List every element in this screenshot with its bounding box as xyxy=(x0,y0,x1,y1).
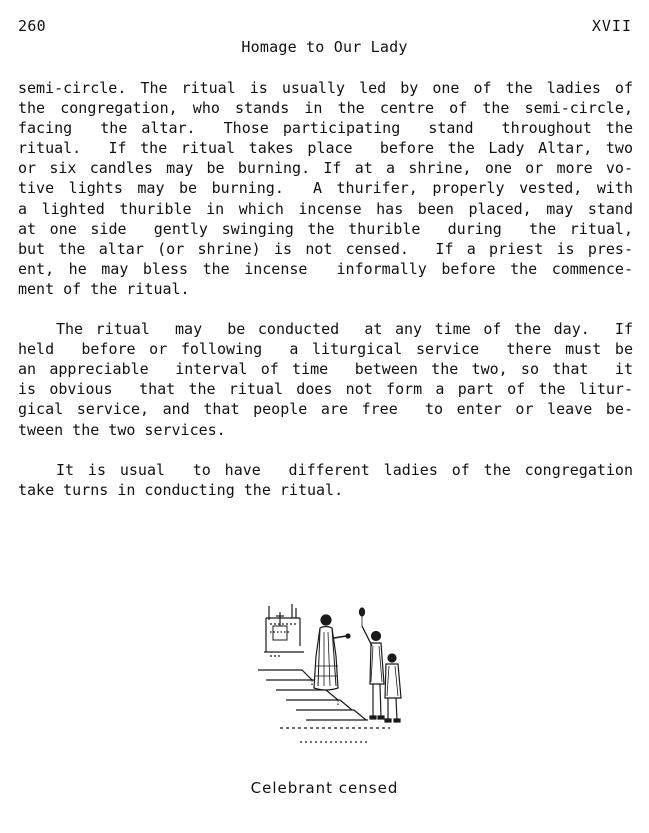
text-line: It is usual to have different ladies of the congregation xyxy=(56,460,633,479)
text-line: ment of the ritual. xyxy=(18,279,190,298)
text-line: ent, he may bless the incense informally before the commence- xyxy=(18,259,633,278)
paragraph-1 xyxy=(18,78,633,299)
text-line: a lighted thurible in which incense has been placed, may stand xyxy=(18,199,633,218)
text-line: ritual. If the ritual takes place before the Lady Altar, two xyxy=(18,139,633,158)
text-line: is obvious that the ritual does not form a part of the litur- xyxy=(18,380,633,399)
text-line: the congregation, who stands in the centre of the semi-circle, xyxy=(18,99,633,118)
text-line: an appreciable interval of time between the two, so that it xyxy=(18,360,633,379)
illustration-caption: Celebrant censed xyxy=(250,779,399,797)
thurifer-figure xyxy=(360,608,385,719)
text-line: held before or following a liturgical service there must be xyxy=(18,340,633,359)
altar-drawing xyxy=(264,604,304,656)
text-line: tween the two services. xyxy=(18,420,226,439)
text-line: gical service, and that people are free to enter or leave be- xyxy=(18,400,633,419)
text-line: but the altar (or shrine) is not censed. If a priest is pres- xyxy=(18,239,633,258)
page-number: 260 xyxy=(18,17,46,35)
paragraph-3 xyxy=(18,460,633,500)
running-title: Homage to Our Lady xyxy=(241,38,408,56)
text-line: semi-circle. The ritual is usually led by one of the ladies of xyxy=(18,79,633,97)
body-text xyxy=(18,78,633,520)
text-line: at one side gently swinging the thurible during the ritual, xyxy=(18,219,633,238)
text-line: facing the altar. Those participating stand throughout the xyxy=(18,119,633,138)
chapter-number: XVII xyxy=(591,17,632,35)
server-figure xyxy=(385,654,401,722)
text-line: tive lights may be burning. A thurifer, properly vested, with xyxy=(18,179,633,198)
text-line: take turns in conducting the ritual. xyxy=(18,480,344,499)
paragraph-2 xyxy=(18,319,633,440)
celebrant-figure xyxy=(314,615,350,690)
celebrant-censing-illustration xyxy=(240,596,415,756)
text-line: or six candles may be burning. If at a shrine, one or more vo- xyxy=(18,159,633,178)
text-line: The ritual may be conducted at any time of the day. If xyxy=(56,320,633,339)
